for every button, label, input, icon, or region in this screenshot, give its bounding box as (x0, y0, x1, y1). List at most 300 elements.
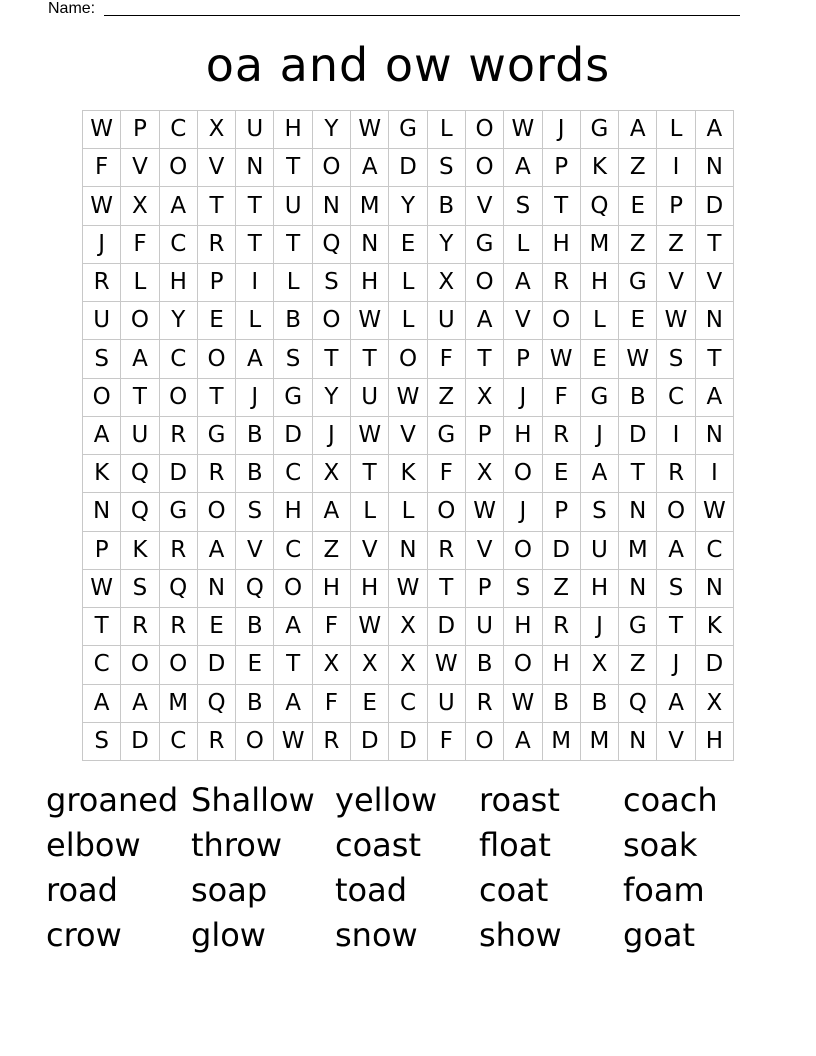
grid-cell[interactable]: S (236, 493, 274, 531)
grid-cell[interactable]: I (657, 149, 695, 187)
grid-cell[interactable]: R (198, 723, 236, 761)
grid-cell[interactable]: J (543, 111, 581, 149)
word-list-item: throw (191, 826, 283, 864)
word-list-item: soak (623, 826, 698, 864)
grid-cell[interactable]: G (160, 493, 198, 531)
grid-cell[interactable]: X (581, 646, 619, 684)
grid-cell[interactable]: A (83, 417, 121, 455)
grid-cell[interactable]: Q (619, 685, 657, 723)
grid-cell[interactable]: S (581, 493, 619, 531)
grid-cell[interactable]: Y (428, 226, 466, 264)
grid-cell[interactable]: W (696, 493, 734, 531)
grid-cell[interactable]: I (657, 417, 695, 455)
grid-cell[interactable]: B (236, 608, 274, 646)
grid-cell[interactable]: Z (619, 646, 657, 684)
grid-cell[interactable]: M (351, 187, 389, 225)
grid-cell[interactable]: B (581, 685, 619, 723)
grid-cell[interactable]: E (581, 340, 619, 378)
grid-cell[interactable]: Q (160, 570, 198, 608)
grid-cell[interactable]: N (619, 493, 657, 531)
grid-cell[interactable]: G (389, 111, 427, 149)
grid-cell[interactable]: V (351, 532, 389, 570)
grid-cell[interactable]: L (504, 226, 542, 264)
grid-cell[interactable]: R (160, 417, 198, 455)
grid-cell[interactable]: H (504, 608, 542, 646)
grid-cell[interactable]: T (274, 226, 312, 264)
grid-cell[interactable]: U (274, 187, 312, 225)
grid-cell[interactable]: A (236, 340, 274, 378)
grid-cell[interactable]: P (198, 264, 236, 302)
grid-cell[interactable]: T (657, 608, 695, 646)
grid-cell[interactable]: R (198, 455, 236, 493)
grid-cell[interactable]: H (313, 570, 351, 608)
grid-cell[interactable]: X (389, 608, 427, 646)
grid-cell[interactable]: A (274, 685, 312, 723)
grid-cell[interactable]: R (543, 264, 581, 302)
grid-cell[interactable]: A (351, 149, 389, 187)
word-list-item: crow (46, 916, 122, 954)
grid-cell[interactable]: C (83, 646, 121, 684)
grid-cell[interactable]: T (198, 187, 236, 225)
grid-cell[interactable]: V (236, 532, 274, 570)
grid-cell[interactable]: R (83, 264, 121, 302)
grid-cell[interactable]: H (274, 493, 312, 531)
grid-cell[interactable]: F (428, 340, 466, 378)
grid-cell[interactable]: R (466, 685, 504, 723)
grid-cell[interactable]: I (696, 455, 734, 493)
grid-cell[interactable]: L (274, 264, 312, 302)
grid-cell[interactable]: T (619, 455, 657, 493)
grid-cell[interactable]: A (504, 723, 542, 761)
grid-cell[interactable]: S (83, 340, 121, 378)
grid-cell[interactable]: R (198, 226, 236, 264)
grid-cell[interactable]: N (351, 226, 389, 264)
grid-cell[interactable]: P (657, 187, 695, 225)
grid-cell[interactable]: J (581, 608, 619, 646)
grid-cell[interactable]: H (160, 264, 198, 302)
grid-cell[interactable]: L (389, 264, 427, 302)
grid-cell[interactable]: B (466, 646, 504, 684)
grid-cell[interactable]: U (83, 302, 121, 340)
word-list-item: roast (479, 781, 560, 819)
grid-cell[interactable]: J (504, 379, 542, 417)
word-list-item: coach (623, 781, 718, 819)
grid-cell[interactable]: S (657, 340, 695, 378)
grid-cell[interactable]: M (581, 226, 619, 264)
grid-cell[interactable]: T (351, 340, 389, 378)
grid-cell[interactable]: P (83, 532, 121, 570)
grid-cell[interactable]: E (198, 608, 236, 646)
grid-cell[interactable]: O (83, 379, 121, 417)
grid-cell[interactable]: W (389, 379, 427, 417)
grid-cell[interactable]: N (236, 149, 274, 187)
grid-cell[interactable]: Q (581, 187, 619, 225)
grid-cell[interactable]: M (160, 685, 198, 723)
grid-cell[interactable]: N (696, 570, 734, 608)
grid-cell[interactable]: A (121, 685, 159, 723)
grid-cell[interactable]: O (313, 302, 351, 340)
grid-cell[interactable]: C (274, 455, 312, 493)
grid-cell[interactable]: Q (198, 685, 236, 723)
grid-cell[interactable]: O (543, 302, 581, 340)
grid-cell[interactable]: V (696, 264, 734, 302)
grid-cell[interactable]: B (428, 187, 466, 225)
grid-cell[interactable]: W (657, 302, 695, 340)
grid-cell[interactable]: T (313, 340, 351, 378)
grid-cell[interactable]: Z (657, 226, 695, 264)
grid-cell[interactable]: B (236, 417, 274, 455)
grid-cell[interactable]: W (619, 340, 657, 378)
grid-cell[interactable]: R (428, 532, 466, 570)
grid-cell[interactable]: C (274, 532, 312, 570)
grid-cell[interactable]: C (160, 723, 198, 761)
grid-cell[interactable]: B (543, 685, 581, 723)
grid-cell[interactable]: O (657, 493, 695, 531)
grid-cell[interactable]: X (428, 264, 466, 302)
grid-cell[interactable]: T (83, 608, 121, 646)
grid-cell[interactable]: T (274, 646, 312, 684)
grid-cell[interactable]: F (313, 608, 351, 646)
grid-cell[interactable]: R (160, 608, 198, 646)
grid-cell[interactable]: X (389, 646, 427, 684)
grid-cell[interactable]: C (696, 532, 734, 570)
grid-cell[interactable]: M (619, 532, 657, 570)
grid-cell[interactable]: W (351, 302, 389, 340)
grid-cell[interactable]: E (351, 685, 389, 723)
grid-cell[interactable]: Y (160, 302, 198, 340)
grid-cell[interactable]: S (121, 570, 159, 608)
grid-cell[interactable]: Z (619, 226, 657, 264)
grid-cell[interactable]: P (466, 570, 504, 608)
grid-cell[interactable]: A (466, 302, 504, 340)
grid-cell[interactable]: Z (428, 379, 466, 417)
grid-cell[interactable]: Q (121, 455, 159, 493)
grid-cell[interactable]: T (351, 455, 389, 493)
grid-cell[interactable]: E (198, 302, 236, 340)
grid-cell[interactable]: W (351, 608, 389, 646)
grid-cell[interactable]: K (121, 532, 159, 570)
grid-cell[interactable]: X (466, 455, 504, 493)
grid-cell[interactable]: O (160, 379, 198, 417)
grid-cell[interactable]: G (466, 226, 504, 264)
grid-cell[interactable]: Z (543, 570, 581, 608)
grid-cell[interactable]: L (389, 493, 427, 531)
grid-cell[interactable]: F (543, 379, 581, 417)
grid-cell[interactable]: A (696, 111, 734, 149)
grid-cell[interactable]: S (504, 570, 542, 608)
grid-cell[interactable]: D (389, 723, 427, 761)
grid-cell[interactable]: D (160, 455, 198, 493)
grid-cell[interactable]: D (619, 417, 657, 455)
grid-cell[interactable]: O (466, 111, 504, 149)
grid-cell[interactable]: B (236, 685, 274, 723)
word-list-item: Shallow (191, 781, 315, 819)
grid-cell[interactable]: R (657, 455, 695, 493)
grid-cell[interactable]: T (236, 226, 274, 264)
grid-cell[interactable]: J (657, 646, 695, 684)
grid-cell[interactable]: N (696, 302, 734, 340)
grid-cell[interactable]: A (657, 685, 695, 723)
grid-cell[interactable]: L (351, 493, 389, 531)
grid-cell[interactable]: X (351, 646, 389, 684)
grid-cell[interactable]: T (696, 340, 734, 378)
grid-cell[interactable]: O (198, 340, 236, 378)
grid-cell[interactable]: K (389, 455, 427, 493)
grid-cell[interactable]: J (83, 226, 121, 264)
grid-cell[interactable]: M (581, 723, 619, 761)
grid-cell[interactable]: A (121, 340, 159, 378)
grid-cell[interactable]: P (504, 340, 542, 378)
grid-cell[interactable]: X (313, 646, 351, 684)
grid-cell[interactable]: O (313, 149, 351, 187)
grid-cell[interactable]: E (236, 646, 274, 684)
grid-cell[interactable]: P (543, 149, 581, 187)
word-list-item: road (46, 871, 118, 909)
grid-cell[interactable]: V (657, 264, 695, 302)
grid-cell[interactable]: C (160, 340, 198, 378)
grid-cell[interactable]: W (83, 187, 121, 225)
grid-cell[interactable]: O (466, 149, 504, 187)
grid-cell[interactable]: L (581, 302, 619, 340)
grid-cell[interactable]: T (274, 149, 312, 187)
grid-cell[interactable]: N (313, 187, 351, 225)
grid-cell[interactable]: T (696, 226, 734, 264)
grid-cell[interactable]: A (657, 532, 695, 570)
grid-cell[interactable]: O (121, 646, 159, 684)
grid-cell[interactable]: N (696, 149, 734, 187)
grid-cell[interactable]: W (83, 570, 121, 608)
grid-cell[interactable]: W (466, 493, 504, 531)
grid-cell[interactable]: X (466, 379, 504, 417)
grid-cell[interactable]: J (581, 417, 619, 455)
grid-cell[interactable]: C (160, 226, 198, 264)
grid-cell[interactable]: Y (389, 187, 427, 225)
grid-cell[interactable]: R (543, 608, 581, 646)
grid-cell[interactable]: O (160, 646, 198, 684)
grid-cell[interactable]: L (121, 264, 159, 302)
grid-cell[interactable]: W (543, 340, 581, 378)
grid-cell[interactable]: O (504, 646, 542, 684)
grid-cell[interactable]: G (619, 264, 657, 302)
grid-cell[interactable]: O (504, 532, 542, 570)
grid-cell[interactable]: R (313, 723, 351, 761)
grid-cell[interactable]: W (504, 685, 542, 723)
grid-cell[interactable]: Y (313, 111, 351, 149)
grid-cell[interactable]: D (696, 646, 734, 684)
grid-cell[interactable]: W (274, 723, 312, 761)
grid-cell[interactable]: H (581, 570, 619, 608)
grid-cell[interactable]: O (504, 455, 542, 493)
grid-cell[interactable]: O (389, 340, 427, 378)
grid-cell[interactable]: F (428, 723, 466, 761)
grid-cell[interactable]: G (581, 379, 619, 417)
grid-cell[interactable]: B (274, 302, 312, 340)
grid-cell[interactable]: F (83, 149, 121, 187)
grid-cell[interactable]: S (83, 723, 121, 761)
grid-cell[interactable]: N (696, 417, 734, 455)
grid-cell[interactable]: K (696, 608, 734, 646)
grid-cell[interactable]: N (619, 570, 657, 608)
grid-cell[interactable]: R (121, 608, 159, 646)
grid-cell[interactable]: B (236, 455, 274, 493)
grid-cell[interactable]: D (428, 608, 466, 646)
grid-cell[interactable]: A (83, 685, 121, 723)
grid-cell[interactable]: O (236, 723, 274, 761)
grid-cell[interactable]: E (619, 187, 657, 225)
grid-cell[interactable]: P (466, 417, 504, 455)
grid-cell[interactable]: H (351, 264, 389, 302)
grid-cell[interactable]: N (83, 493, 121, 531)
grid-cell[interactable]: C (160, 111, 198, 149)
grid-cell[interactable]: K (581, 149, 619, 187)
grid-cell[interactable]: S (313, 264, 351, 302)
grid-cell[interactable]: W (351, 111, 389, 149)
grid-cell[interactable]: D (274, 417, 312, 455)
grid-cell[interactable]: U (428, 685, 466, 723)
grid-cell[interactable]: D (198, 646, 236, 684)
grid-cell[interactable]: C (389, 685, 427, 723)
grid-cell[interactable]: T (236, 187, 274, 225)
grid-cell[interactable]: W (389, 570, 427, 608)
grid-cell[interactable]: W (83, 111, 121, 149)
grid-cell[interactable]: E (619, 302, 657, 340)
grid-cell[interactable]: S (274, 340, 312, 378)
grid-cell[interactable]: H (274, 111, 312, 149)
grid-cell[interactable]: A (696, 379, 734, 417)
grid-cell[interactable]: G (428, 417, 466, 455)
grid-cell[interactable]: S (428, 149, 466, 187)
grid-cell[interactable]: Z (619, 149, 657, 187)
grid-cell[interactable]: T (198, 379, 236, 417)
grid-cell[interactable]: K (83, 455, 121, 493)
word-list-item: float (479, 826, 551, 864)
grid-cell[interactable]: U (581, 532, 619, 570)
grid-cell[interactable]: B (619, 379, 657, 417)
grid-cell[interactable]: X (313, 455, 351, 493)
grid-cell[interactable]: A (274, 608, 312, 646)
grid-cell[interactable]: D (543, 532, 581, 570)
grid-cell[interactable]: S (504, 187, 542, 225)
grid-cell[interactable]: D (696, 187, 734, 225)
word-search-grid (82, 110, 734, 761)
grid-cell[interactable]: V (504, 302, 542, 340)
grid-cell[interactable]: H (351, 570, 389, 608)
grid-cell[interactable]: O (274, 570, 312, 608)
grid-cell[interactable]: F (313, 685, 351, 723)
grid-cell[interactable]: W (351, 417, 389, 455)
grid-cell[interactable]: A (160, 187, 198, 225)
grid-cell[interactable]: X (121, 187, 159, 225)
grid-cell[interactable]: G (581, 111, 619, 149)
grid-cell[interactable]: H (581, 264, 619, 302)
grid-cell[interactable]: O (466, 264, 504, 302)
grid-cell[interactable]: X (198, 111, 236, 149)
grid-cell[interactable]: O (428, 493, 466, 531)
grid-cell[interactable]: D (121, 723, 159, 761)
grid-cell[interactable]: N (619, 723, 657, 761)
grid-cell[interactable]: A (504, 264, 542, 302)
grid-cell[interactable]: Z (313, 532, 351, 570)
grid-cell[interactable]: W (504, 111, 542, 149)
grid-cell[interactable]: W (428, 646, 466, 684)
grid-cell[interactable]: V (466, 532, 504, 570)
grid-cell[interactable]: H (543, 226, 581, 264)
grid-cell[interactable]: A (313, 493, 351, 531)
grid-cell[interactable]: L (236, 302, 274, 340)
grid-cell[interactable]: V (198, 149, 236, 187)
grid-cell[interactable]: V (657, 723, 695, 761)
grid-cell[interactable]: T (121, 379, 159, 417)
grid-cell[interactable]: R (543, 417, 581, 455)
grid-cell[interactable]: G (198, 417, 236, 455)
grid-cell[interactable]: J (236, 379, 274, 417)
grid-cell[interactable]: F (428, 455, 466, 493)
grid-cell[interactable]: L (657, 111, 695, 149)
grid-cell[interactable]: Q (236, 570, 274, 608)
grid-cell[interactable]: D (351, 723, 389, 761)
grid-cell[interactable]: U (236, 111, 274, 149)
grid-cell[interactable]: O (198, 493, 236, 531)
grid-cell[interactable]: A (198, 532, 236, 570)
grid-cell[interactable]: O (121, 302, 159, 340)
word-list-item: coast (335, 826, 421, 864)
grid-cell[interactable]: D (389, 149, 427, 187)
grid-cell[interactable]: T (543, 187, 581, 225)
grid-cell[interactable]: P (543, 493, 581, 531)
grid-cell[interactable]: L (389, 302, 427, 340)
grid-cell[interactable]: E (389, 226, 427, 264)
grid-cell[interactable]: U (351, 379, 389, 417)
grid-cell[interactable]: N (389, 532, 427, 570)
grid-cell[interactable]: V (121, 149, 159, 187)
grid-cell[interactable]: L (428, 111, 466, 149)
grid-cell[interactable]: J (313, 417, 351, 455)
grid-cell[interactable]: O (160, 149, 198, 187)
grid-cell[interactable]: Q (121, 493, 159, 531)
grid-cell[interactable]: H (696, 723, 734, 761)
grid-cell[interactable]: T (466, 340, 504, 378)
word-list-item: foam (623, 871, 705, 909)
grid-cell[interactable]: P (121, 111, 159, 149)
grid-cell[interactable]: M (543, 723, 581, 761)
grid-cell[interactable]: J (504, 493, 542, 531)
grid-cell[interactable]: T (428, 570, 466, 608)
grid-cell[interactable]: X (696, 685, 734, 723)
grid-cell[interactable]: O (466, 723, 504, 761)
grid-cell[interactable]: R (160, 532, 198, 570)
grid-cell[interactable]: V (466, 187, 504, 225)
grid-cell[interactable]: Q (313, 226, 351, 264)
grid-cell[interactable]: U (466, 608, 504, 646)
grid-cell[interactable]: V (389, 417, 427, 455)
grid-cell[interactable]: G (274, 379, 312, 417)
grid-cell[interactable]: F (121, 226, 159, 264)
grid-cell[interactable]: I (236, 264, 274, 302)
grid-cell[interactable]: A (504, 149, 542, 187)
grid-cell[interactable]: E (543, 455, 581, 493)
grid-cell[interactable]: H (504, 417, 542, 455)
grid-cell[interactable]: H (543, 646, 581, 684)
grid-cell[interactable]: Y (313, 379, 351, 417)
grid-cell[interactable]: C (657, 379, 695, 417)
grid-cell[interactable]: U (121, 417, 159, 455)
grid-cell[interactable]: N (198, 570, 236, 608)
grid-cell[interactable]: A (581, 455, 619, 493)
grid-cell[interactable]: U (428, 302, 466, 340)
grid-cell[interactable]: G (619, 608, 657, 646)
grid-cell[interactable]: A (619, 111, 657, 149)
grid-cell[interactable]: S (657, 570, 695, 608)
